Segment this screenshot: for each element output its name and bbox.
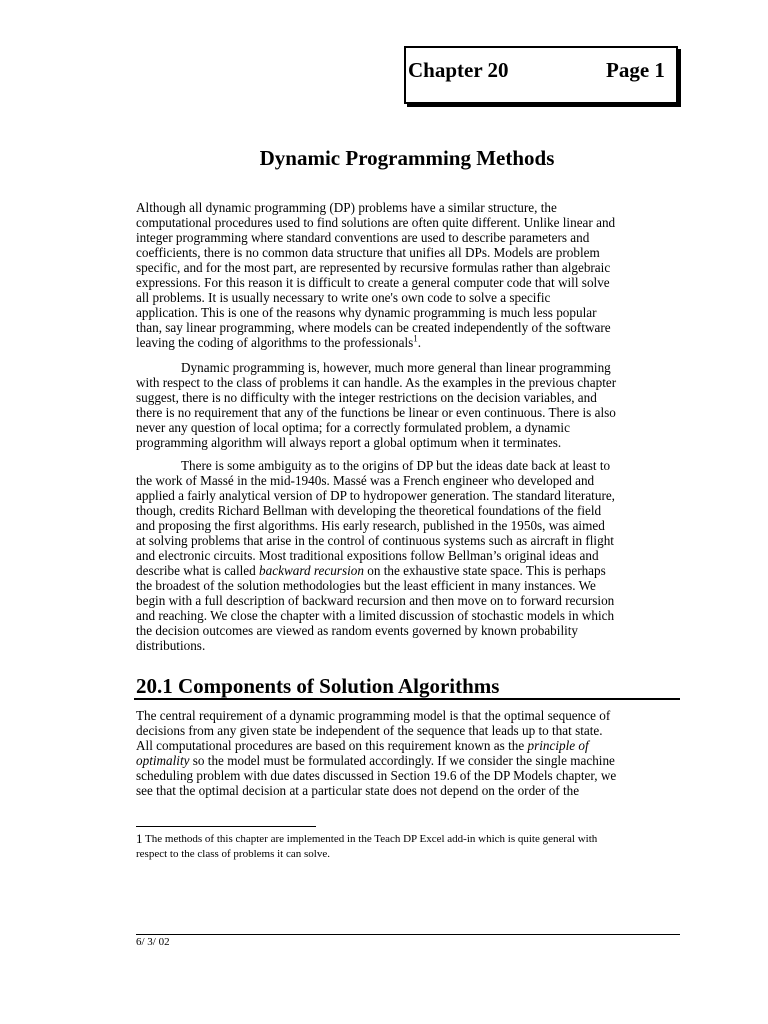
footnote-separator	[136, 826, 316, 827]
section-underline	[134, 698, 680, 700]
footnote	[136, 832, 682, 862]
text-line: all problems. It is usually necessary to write one's own code to solve a specific	[136, 290, 551, 305]
text-line: programming algorithm will always report a global optimum when it terminates.	[136, 435, 562, 450]
text-line: There is some ambiguity as to the origins of DP but the ideas date back at least to	[181, 458, 611, 473]
text-line: and reaching. We close the chapter with a limited discussion of stochastic models in which	[136, 608, 615, 623]
paragraph-section-intro	[136, 708, 682, 798]
text-line: Dynamic programming is, however, much more general than linear programming	[181, 360, 611, 375]
text-line: applied a fairly analytical version of DP to hydropower generation. The standard literature,	[136, 488, 615, 503]
page-title: Dynamic Programming Methods	[259, 146, 555, 170]
chapter-label: Chapter 20	[408, 58, 509, 82]
footer-rule	[136, 934, 680, 935]
text-line: begin with a full description of backward recursion and then move on to forward recursion	[136, 593, 615, 608]
text-line: never any question of local optima; for a correctly formulated problem, a dynamic	[136, 420, 570, 435]
text-line: application. This is one of the reasons why dynamic programming is much less popular	[136, 305, 597, 320]
text-line: though, credits Richard Bellman with developing the theoretical foundations of the field	[136, 503, 602, 518]
text-line: Although all dynamic programming (DP) problems have a similar structure, the	[136, 200, 557, 215]
text-line: the broadest of the solution methodologies but the least efficient in many instances. We	[136, 578, 596, 593]
text-line: the work of Massé in the mid-1940s. Massé was a French engineer who developed and	[136, 473, 595, 488]
text-line: coefficients, there is no common data structure that unifies all DPs. Models are problem	[136, 245, 600, 260]
text-line: suggest, there is no difficulty with the integer restrictions on the decision variables, and	[136, 390, 597, 405]
text-line: at solving problems that arise in the control of continuous systems such as aircraft in flight	[136, 533, 614, 548]
text-line: The central requirement of a dynamic programming model is that the optimal sequence of	[136, 708, 611, 723]
text-segment: so the model must be formulated accordingly. If we consider the single machine	[189, 753, 615, 768]
text-line: and electronic circuits. Most traditional expositions follow Bellman’s original ideas and	[136, 548, 599, 563]
footnote-line: respect to the class of problems it can solve.	[136, 848, 330, 860]
text-line: than, say linear programming, where models can be created independently of the software	[136, 320, 611, 335]
text-line	[136, 753, 682, 768]
text-line: integer programming where standard conventions are used to describe parameters and	[136, 230, 590, 245]
footnote-line	[136, 832, 682, 847]
text-segment: The methods of this chapter are implemented in the Teach DP Excel add-in which is quite general with	[142, 833, 598, 845]
text-segment: describe what is called	[136, 563, 260, 578]
text-line: specific, and for the most part, are represented by recursive formulas rather than algebraic	[136, 260, 611, 275]
text-segment: on the exhaustive state space. This is perhaps	[363, 563, 606, 578]
page-number: Page 1	[606, 58, 665, 82]
paragraph-generality	[136, 360, 682, 450]
footnote-mark: 1	[136, 831, 143, 846]
text-line	[136, 335, 682, 350]
text-line	[136, 738, 682, 753]
text-line: the decision outcomes are viewed as random events governed by known probability	[136, 623, 579, 638]
text-segment: All computational procedures are based on this requirement known as the	[136, 738, 528, 753]
text-line	[136, 563, 682, 578]
footer-date: 6/ 3/ 02	[136, 936, 170, 948]
text-line: there is no requirement that any of the functions be linear or even continuous. There is also	[136, 405, 616, 420]
paragraph-intro	[136, 200, 682, 350]
emphasis-term: principle of	[527, 738, 589, 753]
text-line: decisions from any given state be independent of the sequence that leads up to that state.	[136, 723, 603, 738]
text-line: and proposing the first algorithms. His early research, published in the 1950s, was aimed	[136, 518, 605, 533]
footnote-reference: 1	[413, 333, 418, 344]
section-heading: 20.1 Components of Solution Algorithms	[136, 674, 500, 698]
text-line: with respect to the class of problems it can handle. As the examples in the previous chapter	[136, 375, 617, 390]
emphasis-term: optimality	[136, 753, 190, 768]
text-segment: .	[417, 335, 422, 350]
text-line: scheduling problem with due dates discussed in Section 19.6 of the DP Models chapter, we	[136, 768, 617, 783]
text-line: expressions. For this reason it is difficult to create a general computer code that will solve	[136, 275, 610, 290]
paragraph-history	[136, 458, 682, 653]
text-line: see that the optimal decision at a particular state does not depend on the order of the	[136, 783, 580, 798]
text-segment: leaving the coding of algorithms to the professionals	[136, 335, 414, 350]
chapter-page-header	[404, 46, 678, 104]
text-line: computational procedures used to find solutions are often quite different. Unlike linear and	[136, 215, 616, 230]
text-line: distributions.	[136, 638, 206, 653]
emphasis-term: backward recursion	[259, 563, 364, 578]
